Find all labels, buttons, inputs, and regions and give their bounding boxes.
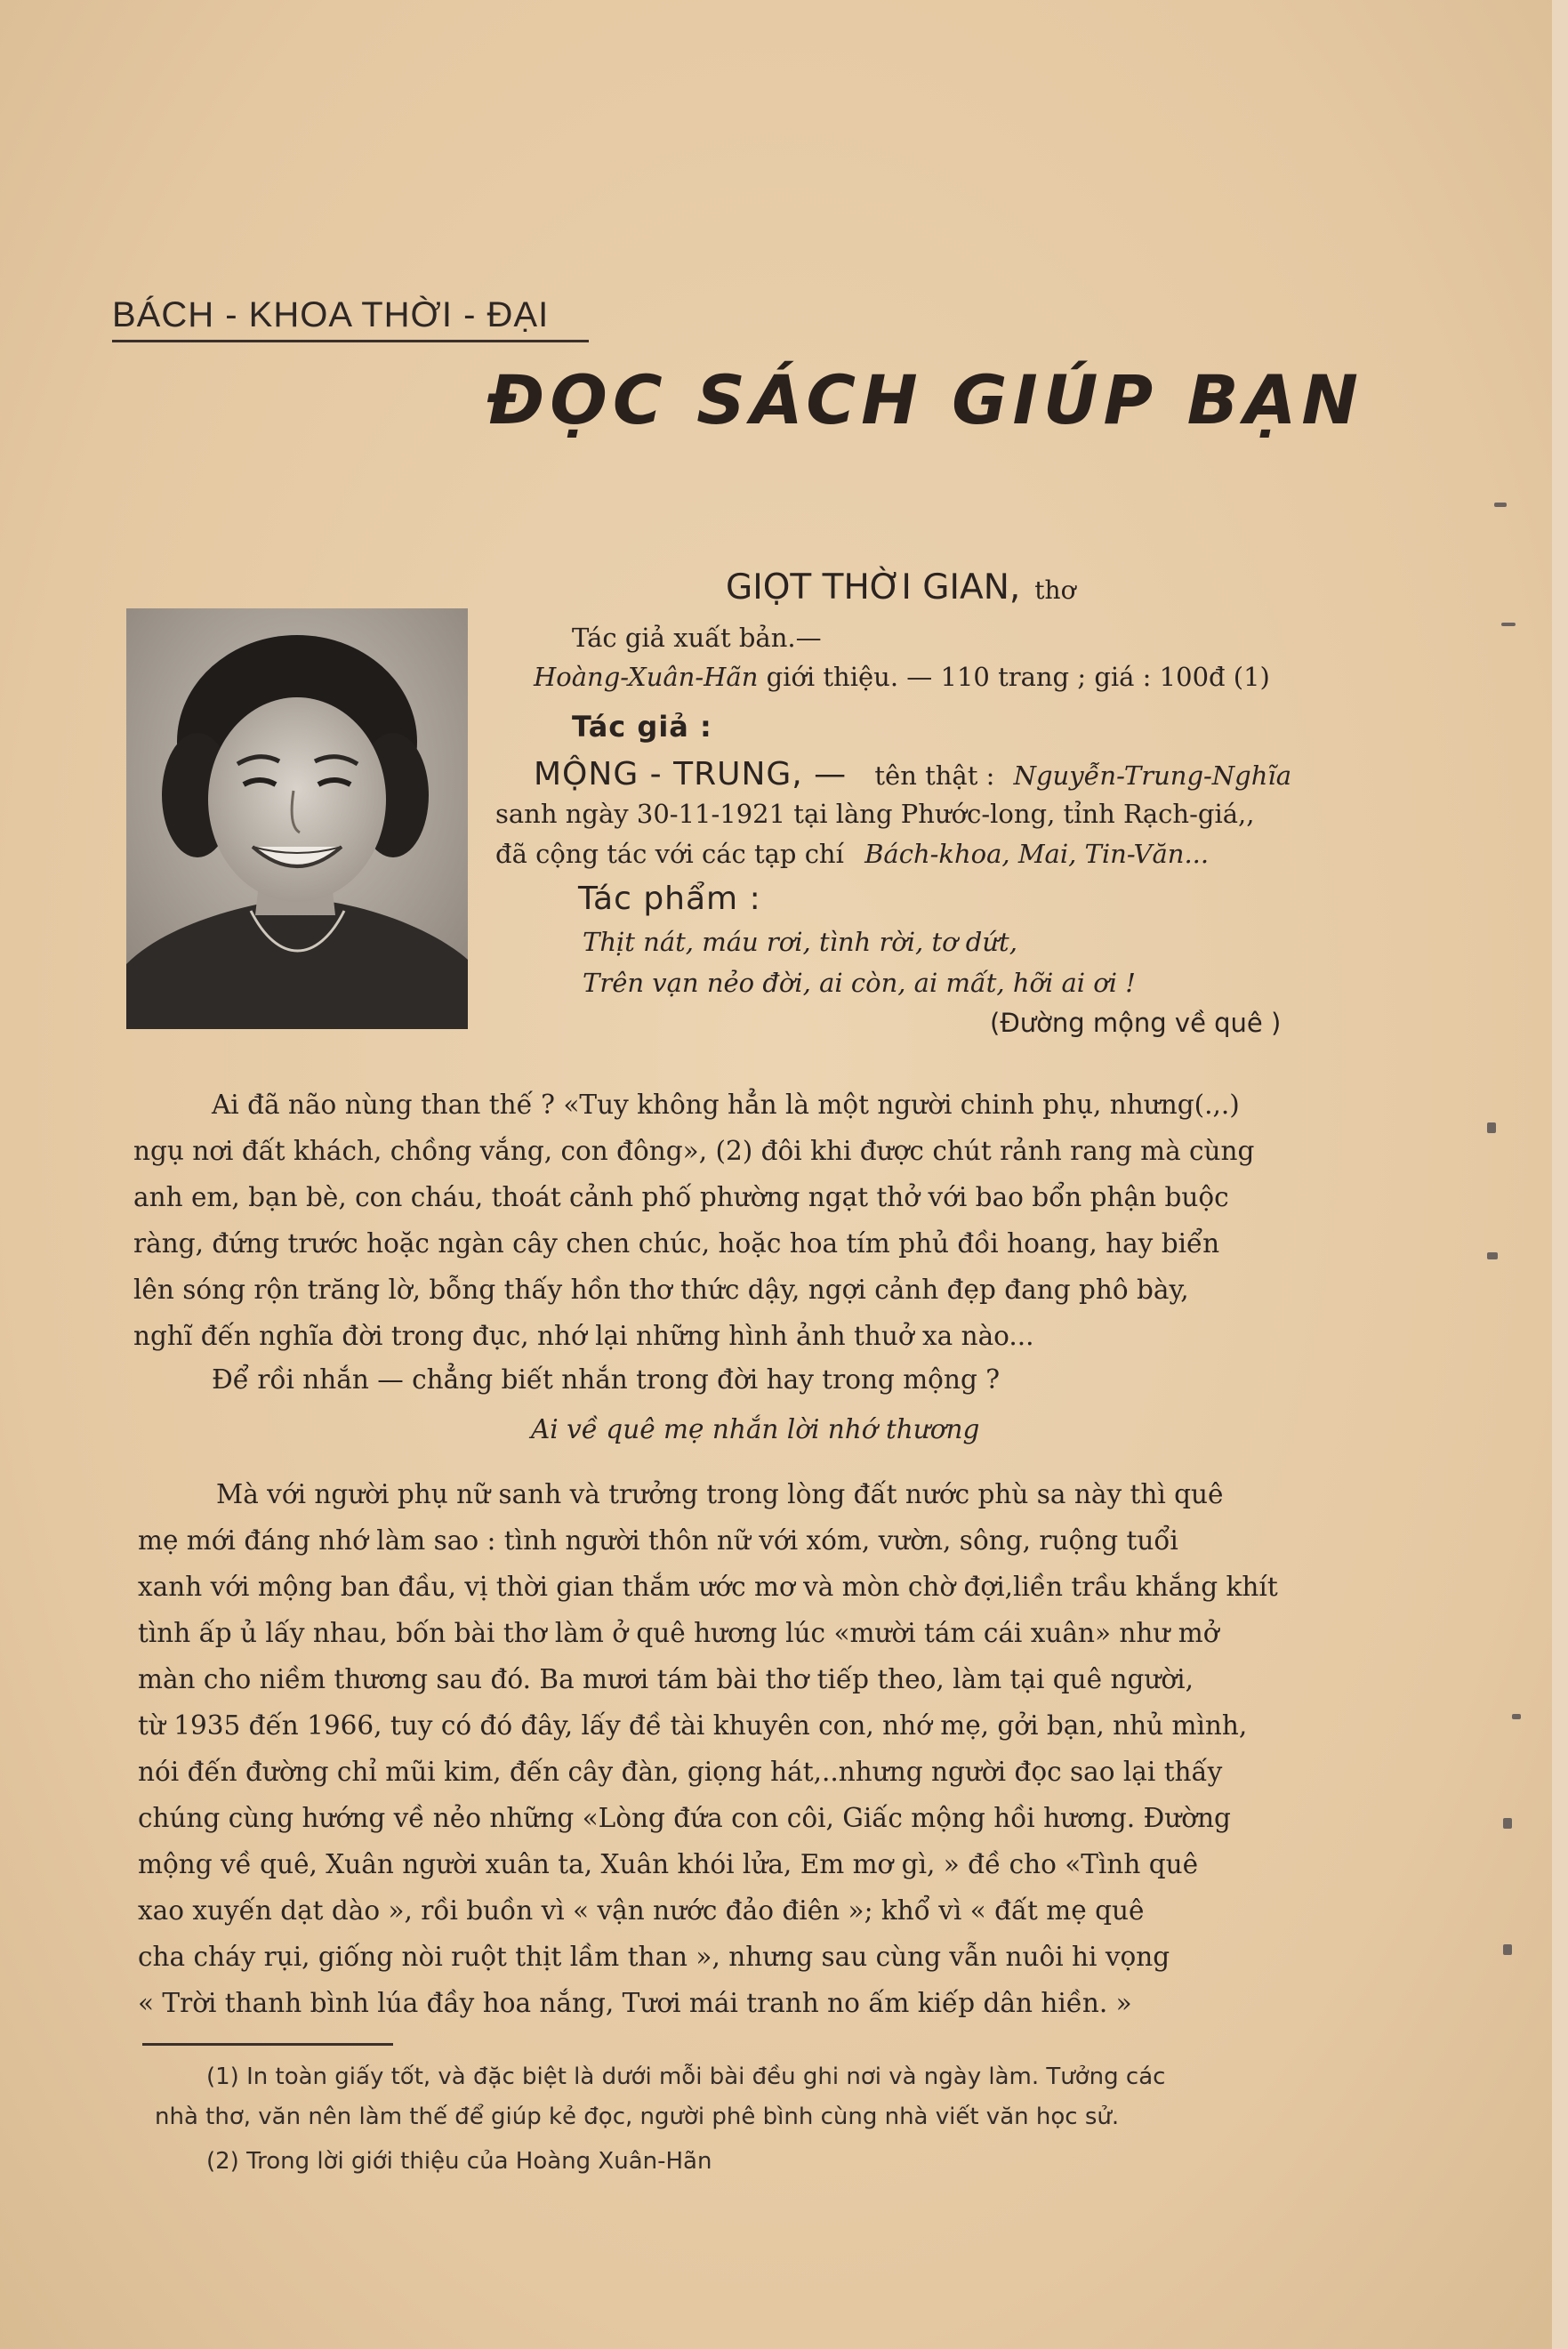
author-heading: Tác giả : [572, 710, 712, 744]
body-line: anh em, bạn bè, con cháu, thoát cảnh phố phường ngạt thở với bao bổn phận buộc [133, 1182, 1229, 1212]
footnote-divider [142, 2043, 393, 2046]
book-title [726, 567, 1075, 607]
quote-line: Ai về quê mẹ nhắn lời nhớ thương [531, 1414, 980, 1444]
works-heading: Tác phẩm : [578, 881, 761, 917]
body-line: từ 1935 đến 1966, tuy có đó đây, lấy đề tài khuyên con, nhớ mẹ, gởi bạn, nhủ mình, [138, 1710, 1248, 1741]
book-genre: thơ [1034, 575, 1076, 605]
body-line: nói đến đường chỉ mũi kim, đến cây đàn, giọng hát,..nhưng người đọc sao lại thấy [138, 1757, 1223, 1787]
intro-line [534, 662, 1270, 692]
scan-mark [1512, 1714, 1521, 1719]
collab-line [495, 839, 1209, 869]
author-photo [126, 608, 468, 1029]
body-line: cha cháy rụi, giống nòi ruột thịt lầm than », nhưng sau cùng vẫn nuôi hi vọng [138, 1942, 1170, 1972]
body-line: xao xuyến dạt dào », rồi buồn vì « vận nước đảo điên »; khổ vì « đất mẹ quê [138, 1895, 1145, 1926]
section-underline [112, 340, 589, 342]
body-line: chúng cùng hướng về nẻo những «Lòng đứa con côi, Giấc mộng hồi hương. Đường [138, 1803, 1231, 1833]
collab-prefix: đã cộng tác với các tạp chí [495, 839, 844, 869]
body-line: xanh với mộng ban đầu, vị thời gian thắm ước mơ và mòn chờ đợi,liền trầu khắng khít [138, 1572, 1278, 1602]
body-line: ngụ nơi đất khách, chồng vắng, con đông», (2) đôi khi được chút rảnh rang mà cùng [133, 1136, 1255, 1166]
publisher-line: Tác giả xuất bản.— [572, 623, 822, 653]
body-line: tình ấp ủ lấy nhau, bốn bài thơ làm ở quê hương lúc «mười tám cái xuân» như mở [138, 1618, 1219, 1648]
real-name-label: tên thật : [874, 760, 995, 791]
birth-line: sanh ngày 30-11-1921 tại làng Phước-long, tỉnh Rạch-giá,, [495, 799, 1255, 829]
body-line: mẹ mới đáng nhớ làm sao : tình người thôn nữ với xóm, vườn, sông, ruộng tuổi [138, 1525, 1178, 1556]
body-line: màn cho niềm thương sau đó. Ba mươi tám bài thơ tiếp theo, làm tại quê người, [138, 1664, 1194, 1694]
author-name-line [534, 756, 1291, 792]
scan-mark [1503, 1944, 1512, 1955]
page-title: ĐỌC SÁCH GIÚP BẠN [487, 360, 1364, 439]
body-line: ràng, đứng trước hoặc ngàn cây chen chúc, hoặc hoa tím phủ đồi hoang, hay biển [133, 1228, 1220, 1259]
scan-mark [1494, 503, 1507, 507]
scan-mark [1487, 1122, 1496, 1133]
footnote-2: (2) Trong lời giới thiệu của Hoàng Xuân-Hãn [206, 2148, 712, 2175]
scan-mark [1501, 623, 1516, 626]
body-line: lên sóng rộn trăng lờ, bỗng thấy hồn thơ thức dậy, ngợi cảnh đẹp đang phô bày, [133, 1275, 1189, 1305]
poem-quote-line-1: Thịt nát, máu rơi, tình rời, tơ dứt, [583, 927, 1017, 957]
page-edge [1552, 0, 1568, 2349]
poem-quote-line-2: Trên vạn nẻo đời, ai còn, ai mất, hỡi ai ơi ! [583, 968, 1136, 998]
body-line: mộng về quê, Xuân người xuân ta, Xuân khói lửa, Em mơ gì, » đề cho «Tình quê [138, 1849, 1199, 1879]
footnote-1: (1) In toàn giấy tốt, và đặc biệt là dưới mỗi bài đều ghi nơi và ngày làm. Tưởng các [206, 2063, 1166, 2090]
real-name: Nguyễn-Trung-Nghĩa [1013, 760, 1291, 791]
footnote-1-continued: nhà thơ, văn nên làm thế để giúp kẻ đọc, người phê bình cùng nhà viết văn học sử. [155, 2104, 1120, 2130]
poem-source: (Đường mộng về quê ) [990, 1008, 1282, 1038]
pen-name: MỘNG - TRUNG, — [534, 756, 848, 792]
scan-mark [1487, 1252, 1498, 1259]
section-label: BÁCH - KHOA THỜI - ĐẠI [112, 295, 550, 334]
body-line: Để rồi nhắn — chẳng biết nhắn trong đời hay trong mộng ? [212, 1364, 1001, 1395]
intro-details: giới thiệu. — 110 trang ; giá : 100đ (1) [766, 662, 1270, 692]
body-line: nghĩ đến nghĩa đời trong đục, nhớ lại những hình ảnh thuở xa nào... [133, 1321, 1034, 1351]
collab-journals: Bách-khoa, Mai, Tin-Văn... [864, 839, 1210, 869]
book-title-text: GIỌT THỜI GIAN, [726, 567, 1021, 607]
intro-name: Hoàng-Xuân-Hãn [534, 662, 759, 692]
body-line: « Trời thanh bình lúa đầy hoa nắng, Tươi mái tranh no ấm kiếp dân hiền. » [138, 1988, 1132, 2018]
body-line: Ai đã não nùng than thế ? «Tuy không hẳn là một người chinh phụ, nhưng(.,.) [212, 1090, 1240, 1120]
body-line: Mà với người phụ nữ sanh và trưởng trong lòng đất nước phù sa này thì quê [216, 1479, 1224, 1509]
scan-mark [1503, 1818, 1512, 1829]
